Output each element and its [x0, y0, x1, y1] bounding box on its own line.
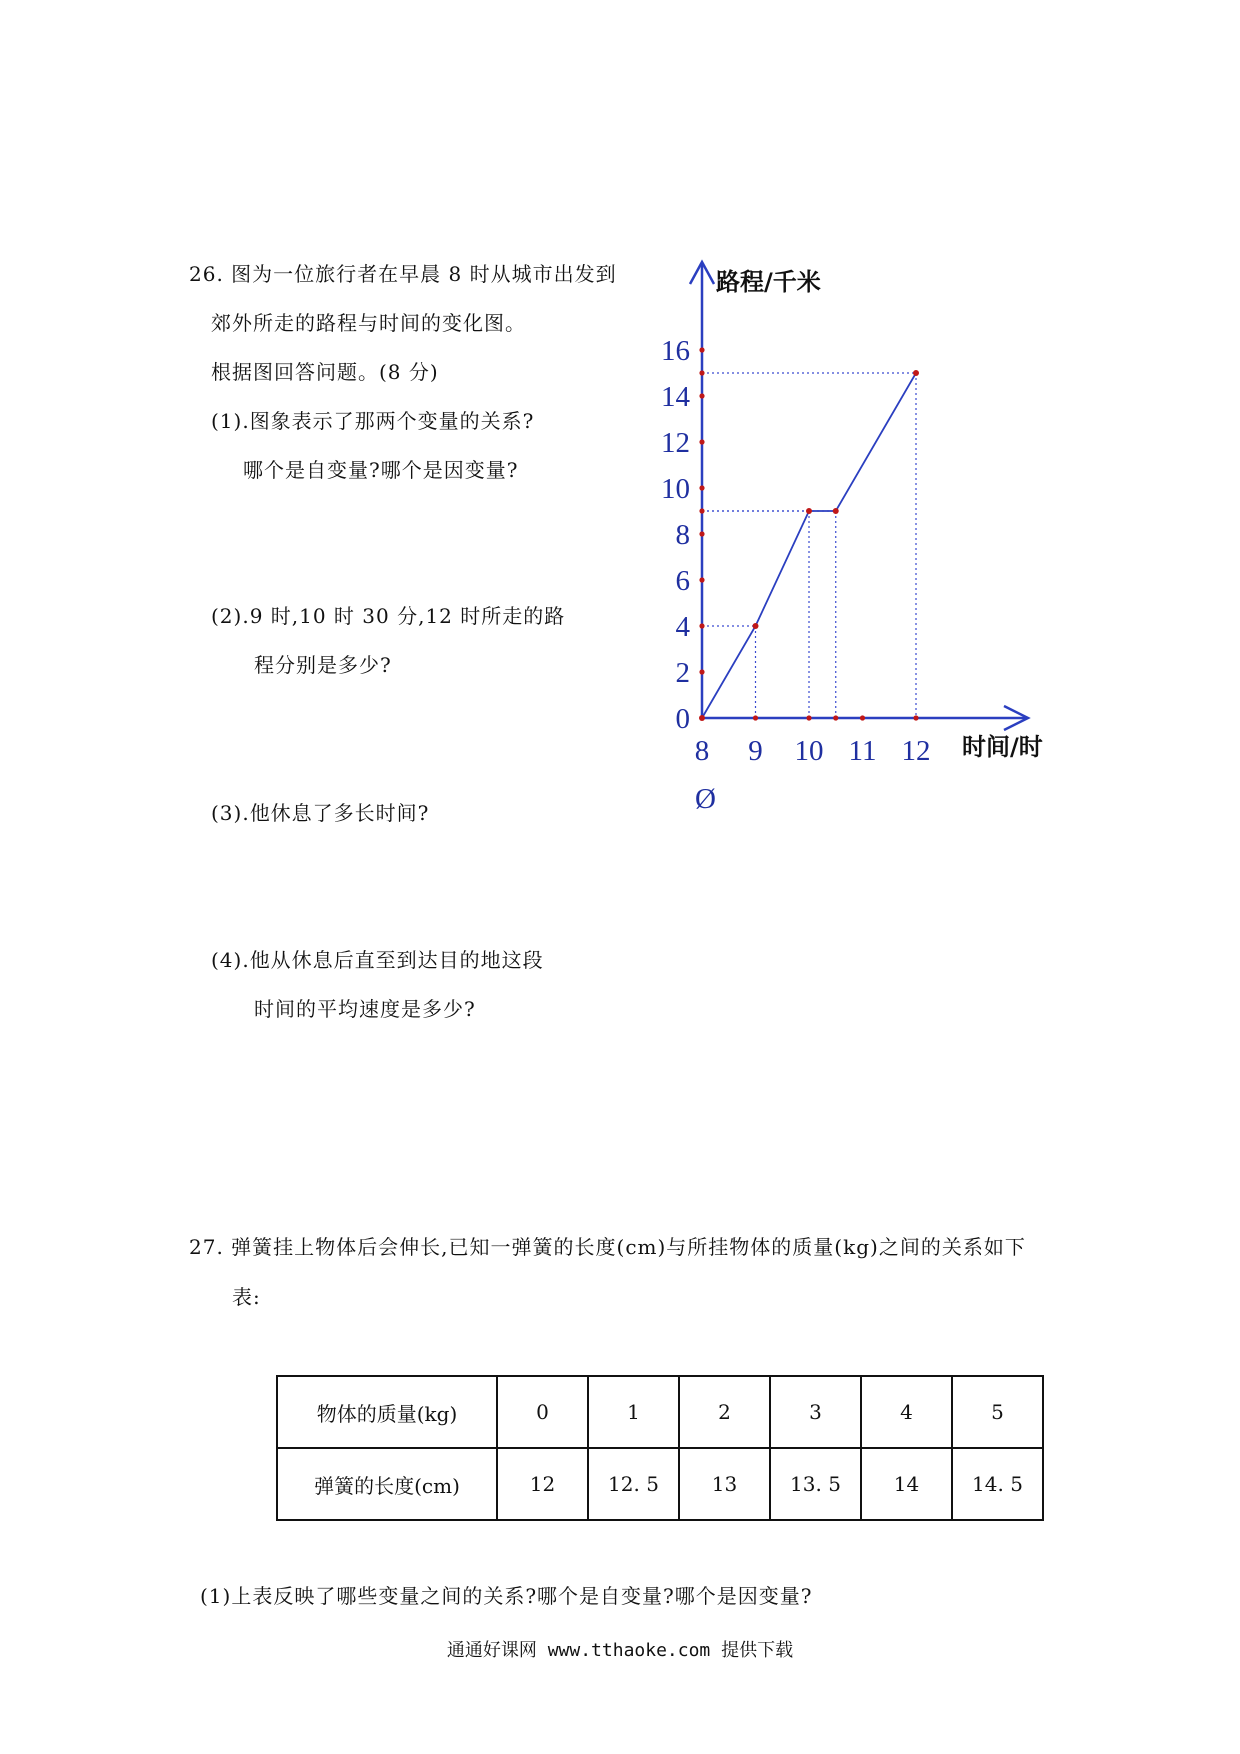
table-cell: 12. 5: [588, 1448, 679, 1520]
q26-part4-line1: (4).他从休息后直至到达目的地这段: [211, 948, 544, 972]
x-tick-dot: [753, 715, 758, 720]
y-tick-dot: [699, 485, 704, 490]
q26-part1-line2: 哪个是自变量?哪个是因变量?: [243, 458, 519, 482]
chart-guide-lines: [702, 373, 916, 718]
y-tick-label: 10: [661, 473, 690, 505]
y-tick-dot: [699, 577, 704, 582]
data-point: [806, 508, 812, 514]
y-tick-label: 4: [675, 611, 690, 643]
q26-part1-line1: (1).图象表示了那两个变量的关系?: [211, 409, 535, 433]
y-tick-dot: [699, 439, 704, 444]
q26-part4-line2: 时间的平均速度是多少?: [254, 997, 476, 1021]
table-cell: 1: [588, 1376, 679, 1448]
x-tick-dot: [913, 715, 918, 720]
table-cell: 4: [861, 1376, 952, 1448]
y-tick-label: 14: [661, 381, 690, 413]
y-tick-label: 0: [675, 703, 690, 735]
y-tick-label: 2: [675, 657, 690, 689]
x-axis-title: 时间/时: [962, 733, 1043, 761]
x-tick-dot: [860, 715, 865, 720]
y-tick-label: 8: [675, 519, 690, 551]
spring-table: [276, 1375, 1044, 1521]
y-tick-dot: [699, 715, 704, 720]
table-cell: 13: [679, 1448, 770, 1520]
y-tick-dot: [699, 623, 704, 628]
y-tick-label: 16: [661, 335, 690, 367]
x-zero-label: Ø: [695, 783, 716, 815]
table-row: [277, 1376, 1043, 1448]
x-tick-label: 12: [901, 735, 931, 767]
data-point: [753, 623, 759, 629]
table-cell: 5: [952, 1376, 1043, 1448]
chart-axes: [690, 262, 1028, 730]
y-tick-dot: [699, 347, 704, 352]
y-tick-label: 6: [675, 565, 690, 597]
q26-part2-line2: 程分别是多少?: [254, 653, 392, 677]
x-tick-label: 10: [794, 735, 824, 767]
y-axis-title: 路程/千米: [716, 268, 821, 296]
q26-intro-line2: 郊外所走的路程与时间的变化图。: [211, 311, 526, 335]
x-tick-label: 8: [694, 735, 710, 767]
x-tick-label: 9: [748, 735, 763, 767]
table-cell: 14: [861, 1448, 952, 1520]
table-row: [277, 1448, 1043, 1520]
y-tick-dot: [699, 669, 704, 674]
page-footer: 通通好课网 www.tthaoke.com 提供下载: [446, 1640, 794, 1661]
table-cell: 3: [770, 1376, 861, 1448]
x-tick-dot: [806, 715, 811, 720]
table-cell: 2: [679, 1376, 770, 1448]
x-tick-label: 11: [848, 735, 877, 767]
q27-part1: (1)上表反映了哪些变量之间的关系?哪个是自变量?哪个是因变量?: [200, 1584, 813, 1608]
q26-intro-line1: 26. 图为一位旅行者在早晨 8 时从城市出发到: [189, 262, 617, 286]
x-tick-labels: [695, 735, 931, 767]
q26-part3: (3).他休息了多长时间?: [211, 801, 430, 825]
table-cell: 14. 5: [952, 1448, 1043, 1520]
y-tick-label: 12: [661, 427, 690, 459]
q27-intro-line1: 27. 弹簧挂上物体后会伸长,已知一弹簧的长度(cm)与所挂物体的质量(kg)之间的关系如下: [189, 1235, 1026, 1259]
y-tick-dot: [699, 531, 704, 536]
q26-part2-line1: (2).9 时,10 时 30 分,12 时所走的路: [211, 604, 566, 628]
row-header-mass: 物体的质量(kg): [277, 1376, 497, 1448]
x-tick-dot: [833, 715, 838, 720]
data-point: [913, 370, 919, 376]
row-header-length: 弹簧的长度(cm): [277, 1448, 497, 1520]
data-point: [833, 508, 839, 514]
y-tick-dot: [699, 508, 704, 513]
table-cell: 12: [497, 1448, 588, 1520]
q27-intro-line2: 表:: [232, 1285, 261, 1309]
table-cell: 13. 5: [770, 1448, 861, 1520]
y-tick-dot: [699, 393, 704, 398]
table-cell: 0: [497, 1376, 588, 1448]
q26-intro-line3: 根据图回答问题。(8 分): [211, 360, 439, 384]
y-tick-dot: [699, 370, 704, 375]
y-tick-labels: [661, 335, 691, 735]
